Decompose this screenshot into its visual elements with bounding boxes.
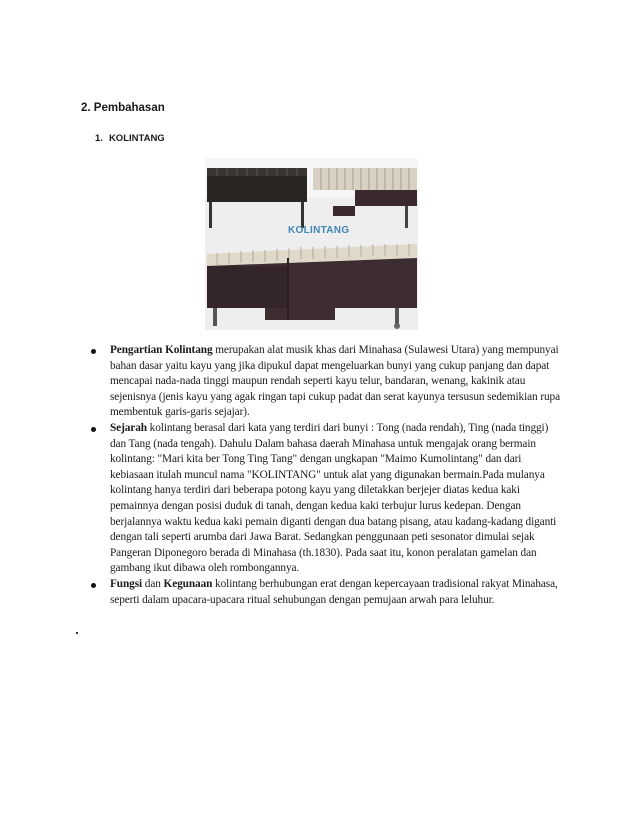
term-sejarah: Sejarah: [110, 421, 147, 434]
figure-caption: KOLINTANG: [288, 225, 350, 236]
term-pengartian: Pengartian Kolintang: [110, 344, 213, 356]
list-item: [91, 577, 561, 608]
sub-heading-number: 1.: [95, 133, 103, 144]
bullet-icon: [91, 349, 96, 354]
list-item: [91, 421, 561, 577]
list-item: [91, 343, 561, 421]
conjunction-text: dan: [142, 577, 164, 590]
section-heading: 2. Pembahasan: [81, 102, 165, 114]
sub-heading: [95, 133, 165, 144]
bullet-list: [91, 343, 561, 608]
term-kegunaan: Kegunaan: [163, 577, 213, 590]
kolintang-photo: [205, 158, 418, 330]
term-fungsi: Fungsi: [110, 577, 143, 590]
history-text: kolintang berasal dari kata yang terdiri dari bunyi : Tong (nada rendah), Ting (nada tinggi) dan Tang (nada tengah). Dahulu Dalam bahasa daerah Minahasa untuk mengajak orang bermain kolintang: "Mari kita ber Tong Ting Tang" dengan ungkapan "Maimo Kumolintang" dan dari kebiasaan itulah muncul nama "KOLINTANG" untuk alat yang digunakan bermain.Pada mulanya kolintang hanya terdiri dari beberapa potong kayu yang diletakkan berjejer diatas kedua kaki pemainnya dengan posisi duduk di tanah, dengan kedua kaki terbujur lurus kedepan. Dengan berjalannya waktu kedua kaki pemain diganti dengan dua batang pisang, atau kadang-kadang diganti dengan tali seperti arumba dari Jawa Barat. Sedangkan penggunaan peti sesonator dimulai sejak Pangeran Diponegoro berada di Minahasa (th.1830). Pada saat itu, konon peralatan gamelan dan gambang ikut dibawa oleh rombongannya.: [110, 421, 557, 575]
bullet-icon: [91, 583, 96, 588]
function-text: kolintang berhubungan erat dengan kepercayaan tradisional rakyat Minahasa, seperti dalam upacara-upacara ritual sehubungan dengan pemujaan arwah para leluhur.: [110, 577, 558, 606]
definition-text: merupakan alat musik khas dari Minahasa (Sulawesi Utara) yang mempunyai bahan dasar yaitu kayu yang jika dipukul dapat mengeluarkan bunyi yang cukup panjang dan dapat mencapai nada-nada tinggi maupun rendah seperti kayu telur, bandaran, wenang, kakinik atau sejenisnya (jenis kayu yang agak ringan tapi cukup padat dan serat kayunya tersusun sedemikian rupa membentuk garis-garis sejajar).: [110, 344, 560, 419]
sub-heading-title: KOLINTANG: [108, 133, 165, 144]
bullet-icon: [91, 427, 96, 432]
stray-mark: [76, 632, 78, 634]
